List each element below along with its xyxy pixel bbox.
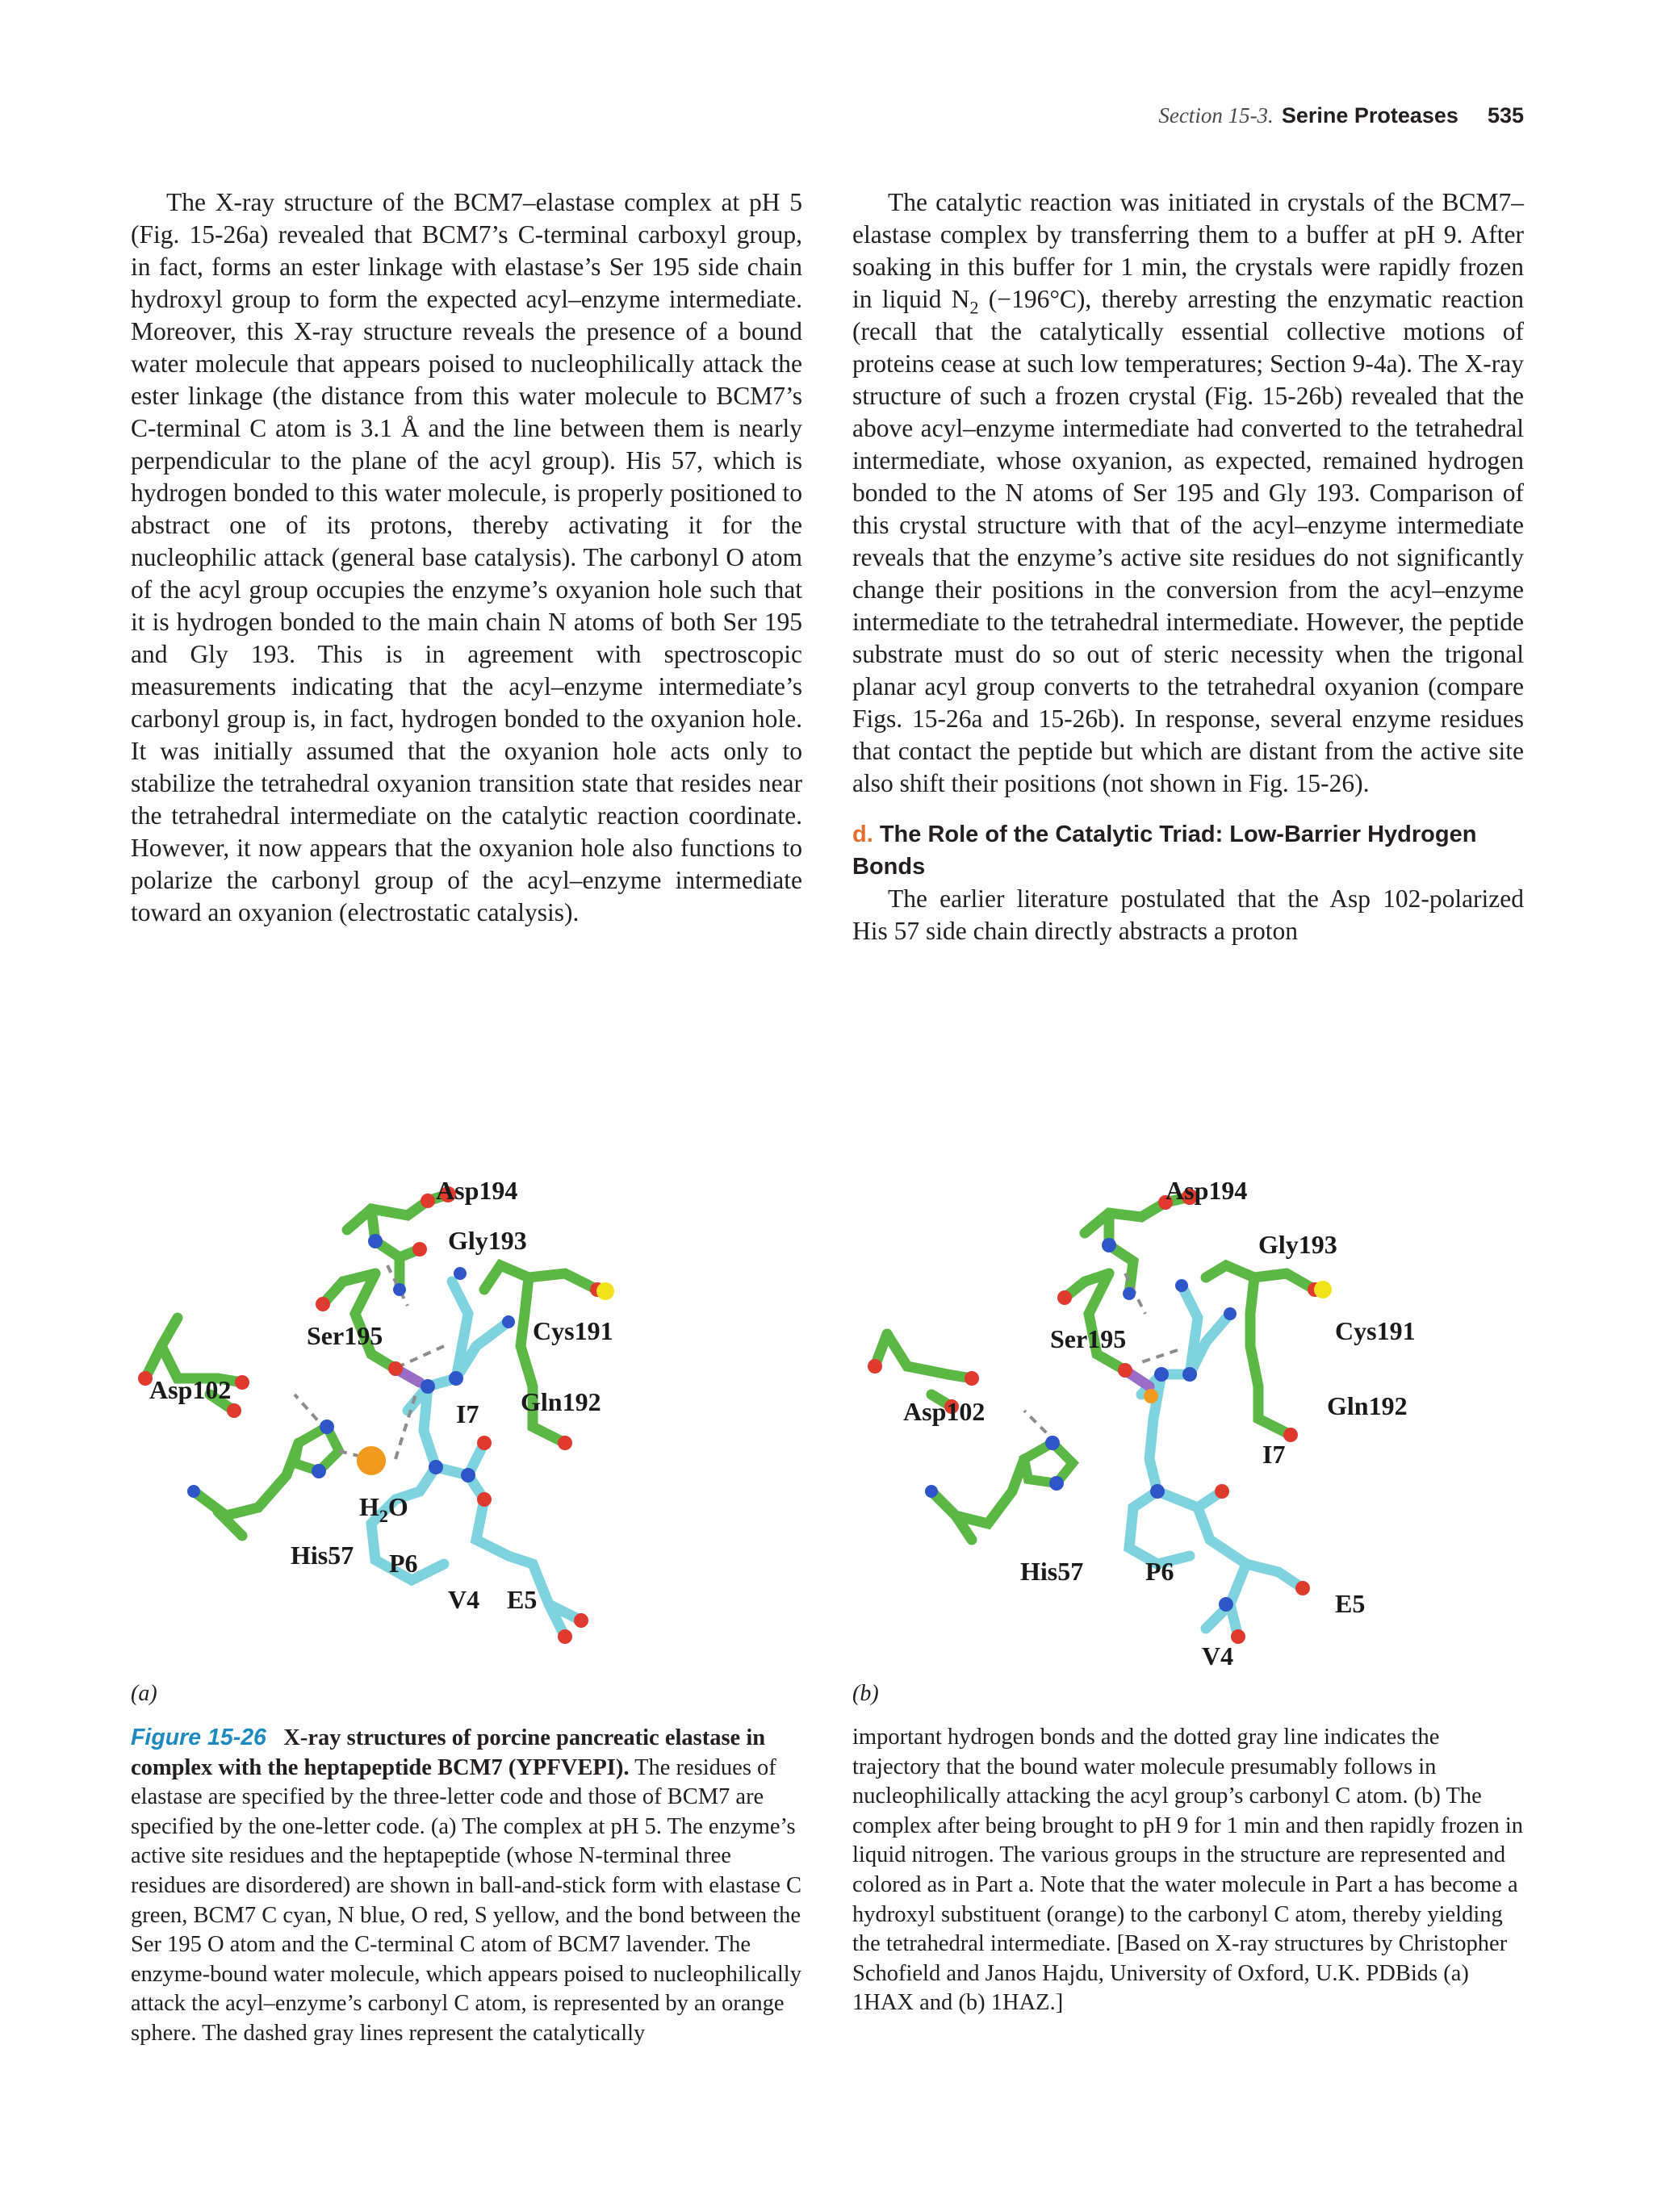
figure-panel-a	[129, 1152, 807, 1697]
label-his57: His57	[1020, 1557, 1084, 1586]
section-title: Serine Proteases	[1281, 103, 1458, 128]
section-label: Section 15-3.	[1158, 103, 1274, 128]
label-asp194: Asp194	[1165, 1176, 1248, 1205]
figure-caption-right	[852, 1723, 1524, 2018]
structure-b-image	[851, 1152, 1529, 1697]
label-asp102: Asp102	[149, 1375, 232, 1404]
page-number: 535	[1487, 103, 1524, 128]
running-header	[1158, 103, 1524, 128]
subsection-heading	[852, 818, 1524, 883]
label-i7: I7	[1262, 1440, 1286, 1469]
label-cys191: Cys191	[1335, 1316, 1416, 1345]
panel-a-label: (a)	[131, 1681, 157, 1706]
right-paragraph-2: The earlier literature postulated that the Asp 102-polarized His 57 side chain directly abstracts a proton	[852, 884, 1524, 945]
label-v4: V4	[448, 1585, 480, 1614]
caption-text-right: important hydrogen bonds and the dotted gray line indicates the trajectory that the bound water molecule presumably follows in nucleophilically attacking the acyl group’s carbonyl C atom. (b) The complex after being brought to pH 9 for 1 min and then rapidly frozen in liquid nitrogen. The various groups in the structure are represented and colored as in Part a. Note that the water molecule in Part a has become a hydroxyl substituent (orange) to the carbonyl C atom, thereby yielding the tetrahedral intermediate. [Based on X-ray structures by Christopher Schofield and Janos Hajdu, University of Oxford, U.K. PDBids (a) 1HAX and (b) 1HAZ.]	[852, 1725, 1524, 2016]
left-column	[131, 186, 802, 929]
label-his57: His57	[291, 1541, 354, 1570]
structure-a-image	[129, 1152, 807, 1697]
label-gly193: Gly193	[448, 1226, 527, 1255]
left-paragraph: The X-ray structure of the BCM7–elastase complex at pH 5 (Fig. 15-26a) revealed that BCM7’s C-terminal carboxyl group, in fact, forms an ester linkage with elastase’s Ser 195 side chain hydroxyl group to form the expected acyl–enzyme intermediate. Moreover, this X-ray structure reveals the presence of a bound water molecule that appears poised to nucleophilically attack the ester linkage (the distance from this water molecule to BCM7’s C-terminal C atom is 3.1 Å and the line between them is nearly perpendicular to the plane of the acyl group). His 57, which is hydrogen bonded to this water molecule, is properly positioned to abstract one of its protons, thereby activating it for the nucleophilic attack (general base catalysis). The carbonyl O atom of the acyl group occupies the enzyme’s oxyanion hole such that it is hydrogen bonded to the main chain N atoms of both Ser 195 and Gly 193. This is in agreement with spectroscopic measurements indicating that the acyl–enzyme intermediate’s carbonyl group is, in fact, hydrogen bonded to the oxyanion hole. It was initially assumed that the oxyanion hole acts only to stabilize the tetrahedral oxyanion transition state that resides near the tetrahedral intermediate on the catalytic reaction coordinate. However, it now appears that the oxyanion hole also functions to polarize the carbonyl group of the acyl–enzyme intermediate toward an oxyanion (electrostatic catalysis).	[131, 188, 802, 926]
label-h2o: $H_2O$	[359, 1492, 408, 1526]
panel-b-label: (b)	[852, 1681, 879, 1706]
label-e5: E5	[507, 1585, 538, 1614]
label-gln192: Gln192	[521, 1387, 601, 1416]
subsection-title: The Role of the Catalytic Triad: Low-Barrier Hydrogen Bonds	[852, 822, 1477, 880]
label-p6: P6	[1145, 1557, 1174, 1586]
right-column	[852, 186, 1524, 947]
label-gln192: Gln192	[1327, 1391, 1408, 1420]
figure-caption-left	[131, 1723, 802, 2049]
figure-title: X-ray structures of porcine pancreatic elastase in complex with the heptapeptide BCM7 (YPFVEPI).	[131, 1725, 766, 1780]
right-paragraph-1: The catalytic reaction was initiated in crystals of the BCM7–elastase complex by transferring them to a buffer at pH 9. After soaking in this buffer for 1 min, the crystals were rapidly frozen in liquid $N_2$ (−196°C), thereby arresting the enzymatic reaction (recall that the catalytically essential collective motions of proteins cease at such low temperatures; Section 9-4a). The X-ray structure of such a frozen crystal (Fig. 15-26b) revealed that the above acyl–enzyme intermediate had converted to the tetrahedral intermediate, whose oxyanion, as expected, remained hydrogen bonded to the N atoms of Ser 195 and Gly 193. Comparison of this crystal structure with that of the acyl–enzyme intermediate reveals that the enzyme’s active site residues do not significantly change their positions in the conversion from the acyl–enzyme intermediate to the tetrahedral intermediate. However, the peptide substrate must do so out of steric necessity when the trigonal planar acyl group converts to the tetrahedral oxyanion (compare Figs. 15-26a and 15-26b). In response, several enzyme residues that contact the peptide but which are distant from the active site also shift their positions (not shown in Fig. 15-26).	[852, 188, 1524, 797]
label-v4: V4	[1202, 1641, 1234, 1670]
label-p6: P6	[389, 1549, 418, 1578]
label-asp194: Asp194	[436, 1176, 518, 1205]
figure-panel-b	[851, 1152, 1529, 1697]
caption-text-left: The residues of elastase are specified by the three-letter code and those of BCM7 are specified by the one-letter code. (a) The complex at pH 5. The enzyme’s active site residues and the heptapeptide (whose N-terminal three residues are disordered) are shown in ball-and-stick form with elastase C green, BCM7 C cyan, N blue, O red, S yellow, and the bond between the Ser 195 O atom and the C-terminal C atom of BCM7 lavender. The enzyme-bound water molecule, which appears poised to nucleophilically attack the acyl–enzyme’s carbonyl C atom, is represented by an orange sphere. The dashed gray lines represent the catalytically	[131, 1754, 801, 2046]
label-cys191: Cys191	[533, 1316, 613, 1345]
label-ser195: Ser195	[1050, 1324, 1127, 1353]
label-gly193: Gly193	[1258, 1230, 1337, 1259]
subsection-letter: d.	[852, 822, 873, 847]
label-i7: I7	[456, 1399, 479, 1428]
label-e5: E5	[1335, 1589, 1366, 1618]
label-asp102: Asp102	[903, 1397, 986, 1426]
label-ser195: Ser195	[307, 1321, 383, 1350]
figure-number: Figure 15-26	[131, 1725, 266, 1750]
